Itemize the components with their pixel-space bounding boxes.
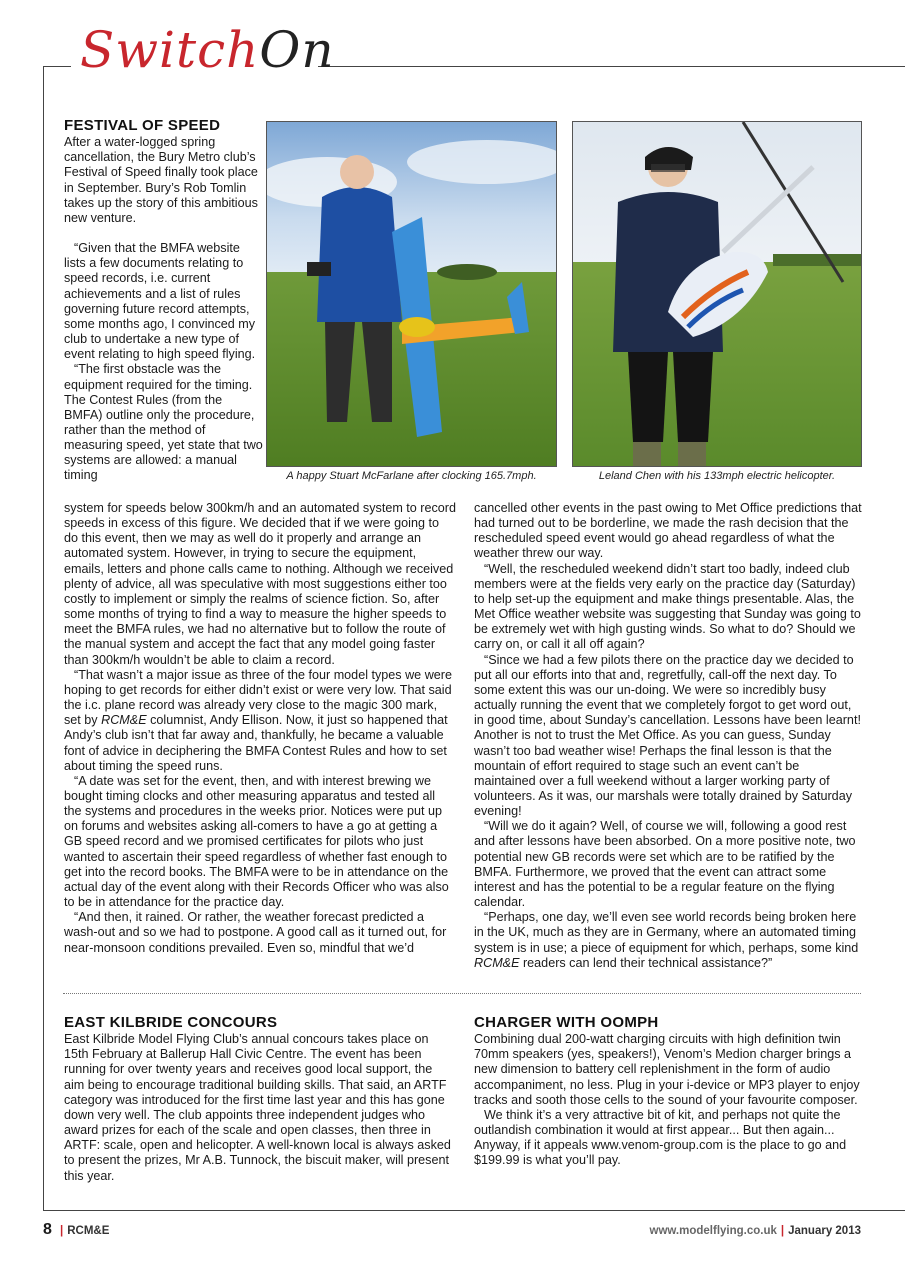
festival-column-narrow xyxy=(64,118,264,484)
festival-paragraph: “A date was set for the event, then, and with interest brewing we bought timing clocks and other measuring apparatus and tested all the systems and procedures in the weeks prior. Notices were put up on forums and websites asking all-comers to have a go at getting a GB speed record and we promised certificates for pilots who just wanted to ascertain their speed regardless of whether fast enough to get into the record books. The BMFA were to be in attendance on the actual day of the event along with their Records Officer who was also to be in attendance for the practice day. xyxy=(64,773,449,910)
footer-separator: | xyxy=(780,1225,785,1237)
frame-top-right-line xyxy=(318,66,905,67)
photo-caption-2: Leland Chen with his 133mph electric helicopter. xyxy=(598,470,836,482)
charger-article xyxy=(474,1015,866,1169)
charger-paragraph: Combining dual 200-watt charging circuits with high definition twin 70mm speakers (yes, speakers!), Venom’s Medion charger brings a new dimension to battery cell replenishment in the form of audio accompaniment, no less. Plug in your i-device or MP3 player to enjoy tracks and sooth those cells to the sound of your favourite composer. xyxy=(474,1032,860,1107)
festival-paragraph: system for speeds below 300km/h and an automated system to record speeds in excess of this figure. We decided that if we were going to do this event, then we may as well do it properly and arrange an automated system. However, in trying to secure the equipment, emails, letters and phone calls came to nothing. Although we received plenty of advice, all was speculative with most suggestions either too costly to implement or simply the realms of science fiction. So, after some months of trying to find a way to measure the higher speeds to meet the BMFA rules, we had no alternative but to follow the route of the manual system and accept the fact that any model going faster than 300km/h wouldn’t be able to claim a record. xyxy=(64,501,457,667)
festival-paragraph: “The first obstacle was the equipment required for the timing. The Contest Rules (from the BMFA) outline only the procedure, rather than the method of measuring speed, yet state that two systems are allowed: a manual timing xyxy=(64,362,263,483)
charger-heading: CHARGER WITH OOMPH xyxy=(474,1014,659,1031)
festival-column-left xyxy=(64,501,456,956)
magazine-name-italic: RCM&E xyxy=(101,713,147,728)
festival-paragraph: “And then, it rained. Or rather, the weather forecast predicted a wash-out and so we had to postpone. A good call as it turned out, for near-monsoon conditions prevailed. Even so, mindful that we’d xyxy=(64,910,447,955)
festival-paragraph xyxy=(64,668,456,774)
festival-intro: After a water-logged spring cancellation, the Bury Metro club’s Festival of Speed finally took place in September. Bury’s Rob Tomlin takes up the story of this ambitious new venture. xyxy=(64,135,258,225)
festival-paragraph: cancelled other events in the past owing to Met Office predictions that had turned out to be borderline, we made the rash decision that the rescheduled speed event would go ahead regardless of what the weather threw our way. xyxy=(474,501,862,561)
festival-paragraph xyxy=(474,910,864,971)
page-number: 8 xyxy=(43,1221,52,1238)
concours-body: East Kilbride Model Flying Club’s annual concours takes place on 15th February at Ballerup Hall Civic Centre. The event has been running for over twenty years and receives good local support, the aim being to encourage traditional building skills. That said, an ARTF category was introduced for the first time last year and this has gone down very well. The club appoints three independent judges who award prizes for each of the scale and open classes, then three in ARTF: scale, open and helicopter. A well-known local is always asked to present the prizes, Mr A.B. Tunnock, the biscuit maker, will present this year. xyxy=(64,1032,451,1183)
festival-paragraph: “Well, the rescheduled weekend didn’t start too badly, indeed club members were at the fields very early on the practice day (Saturday) to help set-up the equipment and make things presentable. Alas, the Met Office weather website was suggesting that Sunday was going to be extremely wet with high gusting winds. So what to do? Should we carry on, or call it all off again? xyxy=(474,561,861,652)
footer-right xyxy=(650,1225,861,1237)
photo-plane-image xyxy=(267,122,557,467)
footer-url[interactable]: www.modelflying.co.uk xyxy=(649,1225,777,1237)
photo-caption-1: A happy Stuart McFarlane after clocking 165.7mph. xyxy=(286,470,537,482)
brand-part-switch: Switch xyxy=(80,21,260,79)
festival-paragraph: “Will we do it again? Well, of course we will, following a good rest and after lessons have been absorbed. On a more positive note, two potential new GB records were set which are to be ratified by the BMFA. Furthermore, we proved that the event can attract some interest and has the potential to be a regular feature on the flying calendar. xyxy=(474,819,856,910)
footer-magazine xyxy=(56,1225,109,1237)
frame-left-line xyxy=(43,66,44,1210)
festival-paragraph: “Given that the BMFA website lists a few documents relating to speed records, i.e. current achievements and a list of rules governing future record attempts, some months ago, I convinced my club to undertake a new type of event relating to high speed flying. xyxy=(64,241,256,362)
frame-bottom-line xyxy=(43,1210,905,1211)
frame-top-left-line xyxy=(43,66,71,67)
text-run: columnist, Andy Ellison. Now, it just so happened that Andy’s club isn’t that far away and, thankfully, he became a valuable font of advice in deciphering the BMFA Contest Rules and how to set about timing the speed runs. xyxy=(64,713,448,773)
magazine-name-italic: RCM&E xyxy=(474,955,520,970)
photo-stuart-mcfarlane xyxy=(266,121,557,467)
brand-part-on: On xyxy=(259,21,335,79)
photo-leland-chen xyxy=(572,121,862,467)
charger-paragraph: We think it’s a very attractive bit of kit, and perhaps not quite the outlandish combination it would at first appear... But then again... Anyway, if it appeals www.venom-group.com is the place to go and $199.99 is what you’ll pay. xyxy=(474,1107,847,1168)
photo-helicopter-image xyxy=(573,122,862,467)
concours-article xyxy=(64,1015,456,1184)
festival-heading: FESTIVAL OF SPEED xyxy=(64,117,221,134)
text-run: “That wasn’t a major issue as three of the four model types we were hoping to get records for either didn’t exist or were very low. That said the i.c. plane record was already very close to the magic 300 mark, set by xyxy=(64,667,452,728)
festival-column-right xyxy=(474,501,864,971)
footer-separator: | xyxy=(60,1225,64,1237)
text-run: “Perhaps, one day, we’ll even see world records being broken here in the UK, much as they are in Germany, where an automated timing system is in use; a piece of equipment for which, perhaps, some kind xyxy=(474,910,859,955)
festival-paragraph: “Since we had a few pilots there on the practice day we decided to put all our efforts into that and, regretfully, call-off the next day. To some extent this was our un-doing. We were so incredibly busy actually running the event that we completely forgot to get word out, in good time, about Sunday’s cancellation. Lessons have been learnt! Another is not to trust the Met Office. As you can guess, Sunday wasn’t too bad weather wise! Perhaps the final lesson is that the mountain of effort required to stage such an event can’t be maintained over a full weekend without a larger working party of volunteers. As it was, our marshals were totally drained by Saturday evening! xyxy=(474,652,861,819)
text-run: readers can lend their technical assistance?” xyxy=(519,955,773,970)
magazine-name: RCM&E xyxy=(67,1225,110,1237)
concours-heading: EAST KILBRIDE CONCOURS xyxy=(64,1014,278,1031)
footer-issue: January 2013 xyxy=(788,1225,861,1237)
section-brand xyxy=(80,20,335,80)
section-divider xyxy=(63,993,861,994)
